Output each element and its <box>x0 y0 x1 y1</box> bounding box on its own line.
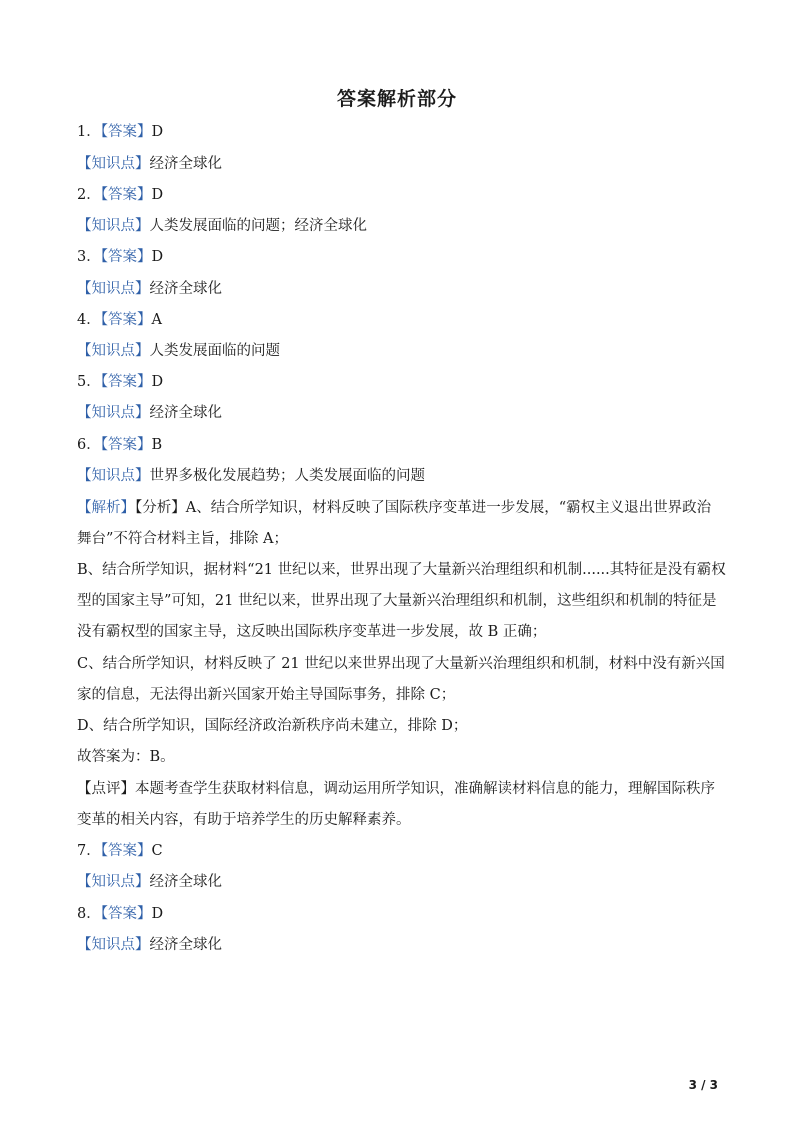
answer-value: D <box>151 374 164 390</box>
knowledge-tag: 【知识点】 <box>77 405 150 421</box>
knowledge-line-7 <box>77 872 222 892</box>
knowledge-tag: 【知识点】 <box>77 468 150 484</box>
knowledge-line-4 <box>77 341 280 361</box>
answer-line-6 <box>77 435 162 455</box>
answer-tag: 【答案】 <box>100 437 152 453</box>
knowledge-tag: 【知识点】 <box>77 937 150 953</box>
item-number: 4． <box>77 312 101 328</box>
answer-line-7 <box>77 841 163 861</box>
item-number: 2． <box>77 187 101 203</box>
item-number: 5． <box>77 374 101 390</box>
comment-text: 本题考查学生获取材料信息，调动运用所学知识，准确解读材料信息的能力，理解国际秩序 <box>135 781 715 797</box>
answer-tag: 【答案】 <box>100 312 152 328</box>
analysis-line-8: D、结合所学知识，国际经济政治新秩序尚未建立，排除 D； <box>77 718 468 734</box>
knowledge-tag: 【知识点】 <box>77 156 150 172</box>
analysis-line-3: B、结合所学知识，据材料“21 世纪以来，世界出现了大量新兴治理组织和机制......其特征是没有霸权 <box>77 562 726 578</box>
knowledge-value: 人类发展面临的问题 <box>149 343 280 359</box>
answer-value: D <box>151 187 164 203</box>
knowledge-value: 人类发展面临的问题；经济全球化 <box>149 218 367 234</box>
knowledge-value: 经济全球化 <box>149 405 222 421</box>
answer-value: D <box>151 906 164 922</box>
analysis-line-6: C、结合所学知识，材料反映了 21 世纪以来世界出现了大量新兴治理组织和机制，材料中没有新兴国 <box>77 656 725 672</box>
knowledge-value: 经济全球化 <box>149 937 222 953</box>
knowledge-line-3 <box>77 279 222 299</box>
knowledge-line-8 <box>77 935 222 955</box>
item-number: 3． <box>77 249 101 265</box>
answer-tag: 【答案】 <box>100 124 152 140</box>
answer-tag: 【答案】 <box>100 906 152 922</box>
answer-value: A <box>151 312 162 328</box>
knowledge-value: 经济全球化 <box>149 156 222 172</box>
knowledge-line-5 <box>77 403 222 423</box>
comment-line-2: 变革的相关内容，有助于培养学生的历史解释素养。 <box>77 812 411 828</box>
item-number: 6． <box>77 437 101 453</box>
knowledge-line-6 <box>77 466 425 486</box>
answer-tag: 【答案】 <box>100 187 152 203</box>
answer-value: B <box>151 437 163 453</box>
comment-tag: 【点评】 <box>77 781 135 797</box>
page-title: 答案解析部分 <box>336 88 457 110</box>
analysis-line-9: 故答案为：B。 <box>77 749 175 765</box>
answer-line-1 <box>77 122 163 142</box>
answer-line-8 <box>77 904 163 924</box>
knowledge-line-2 <box>77 216 367 236</box>
answer-tag: 【答案】 <box>100 374 152 390</box>
analysis-line-1 <box>77 498 711 518</box>
knowledge-tag: 【知识点】 <box>77 281 150 297</box>
knowledge-tag: 【知识点】 <box>77 874 150 890</box>
comment-line-1 <box>77 779 715 799</box>
knowledge-line-1 <box>77 154 222 174</box>
answer-tag: 【答案】 <box>100 249 152 265</box>
answer-line-2 <box>77 185 163 205</box>
analysis-tag: 【解析】 <box>77 500 135 516</box>
knowledge-value: 经济全球化 <box>149 281 222 297</box>
item-number: 8． <box>77 906 101 922</box>
analysis-text: 【分析】A、结合所学知识，材料反映了国际秩序变革进一步发展，“霸权主义退出世界政治 <box>135 500 712 516</box>
analysis-line-7: 家的信息，无法得出新兴国家开始主导国际事务，排除 C； <box>77 687 456 703</box>
page-number: 3 / 3 <box>688 1078 718 1092</box>
knowledge-tag: 【知识点】 <box>77 218 150 234</box>
answer-value: D <box>151 124 164 140</box>
item-number: 1． <box>77 124 101 140</box>
answer-tag: 【答案】 <box>100 843 152 859</box>
knowledge-value: 世界多极化发展趋势；人类发展面临的问题 <box>149 468 425 484</box>
item-number: 7． <box>77 843 101 859</box>
analysis-line-2: 舞台”不符合材料主旨，排除 A； <box>77 531 288 547</box>
answer-line-5 <box>77 372 163 392</box>
analysis-line-5: 没有霸权型的国家主导，这反映出国际秩序变革进一步发展，故 B 正确； <box>77 624 547 640</box>
analysis-line-4: 型的国家主导”可知，21 世纪以来，世界出现了大量新兴治理组织和机制，这些组织和机制的特征是 <box>77 593 717 609</box>
answer-value: D <box>151 249 164 265</box>
knowledge-tag: 【知识点】 <box>77 343 150 359</box>
answer-line-3 <box>77 247 163 267</box>
knowledge-value: 经济全球化 <box>149 874 222 890</box>
answer-value: C <box>151 843 163 859</box>
answer-line-4 <box>77 310 162 330</box>
